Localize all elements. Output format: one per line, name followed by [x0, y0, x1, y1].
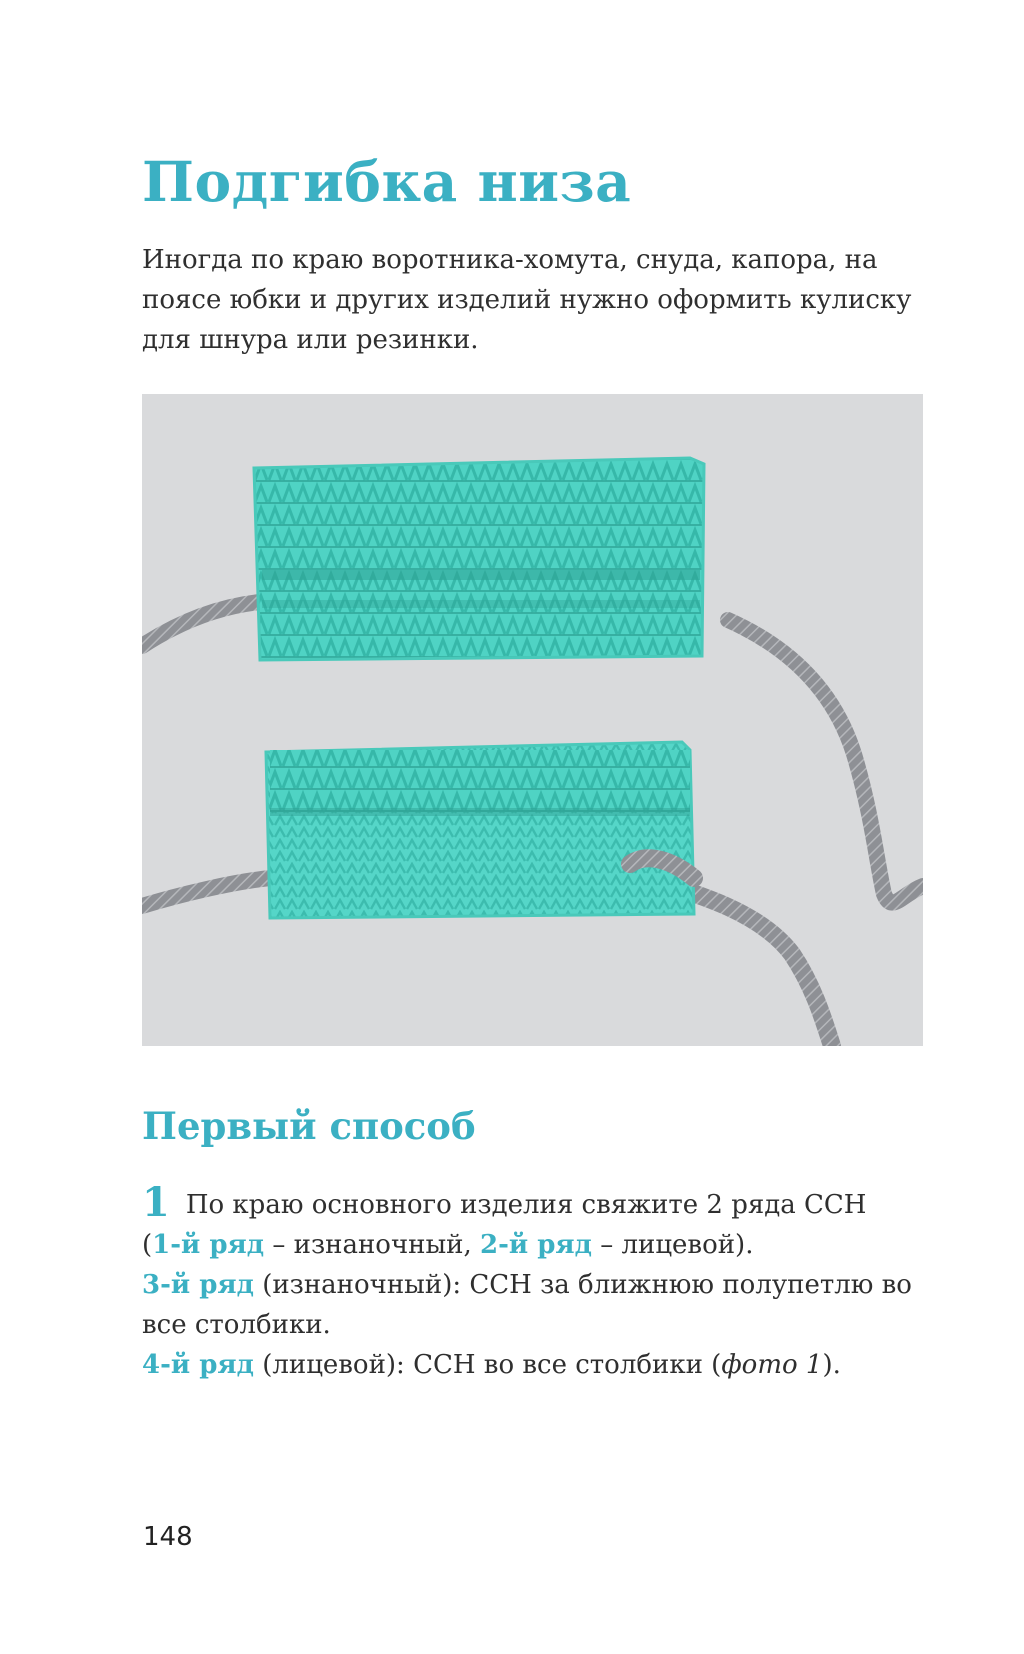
row-3-label: 3-й ряд [142, 1270, 254, 1300]
photo-reference: фото 1 [721, 1350, 823, 1380]
row-1-label: 1-й ряд [152, 1230, 265, 1260]
intro-paragraph: Иногда по краю воротника-хомута, снуда, капора, на поясе юбки и других изделий нужно оформить кулиску для шнура или резинки. [142, 245, 912, 355]
upper-knit-sample [254, 458, 704, 660]
step-1 [142, 1180, 932, 1385]
section-subheading: Первый способ [142, 1104, 476, 1148]
paren: ( [142, 1230, 153, 1260]
step-line-4 [142, 1345, 932, 1385]
row-1-text: – изнаночный, [264, 1230, 481, 1260]
lower-knit-sample [266, 742, 694, 918]
row-2-label: 2-й ряд [480, 1230, 592, 1260]
row-3-text: (изнаночный): ССН за ближнюю полупетлю во все столбики. [142, 1270, 912, 1340]
step-line-2 [142, 1225, 932, 1265]
row-4-label: 4-й ряд [142, 1350, 254, 1380]
step-line-1 [142, 1180, 932, 1225]
row-4-close: ). [822, 1350, 841, 1380]
page-title: Подгибка низа [142, 149, 632, 214]
row-4-text: (лицевой): ССН во все столбики ( [253, 1350, 722, 1380]
step-text: По краю основного изделия свяжите 2 ряда ССН [185, 1190, 867, 1220]
knitted-samples-photo [142, 394, 923, 1046]
row-2-text: – лицевой). [591, 1230, 754, 1260]
page-number: 148 [143, 1522, 193, 1552]
step-number: 1 [142, 1179, 170, 1226]
step-line-3 [142, 1265, 932, 1345]
